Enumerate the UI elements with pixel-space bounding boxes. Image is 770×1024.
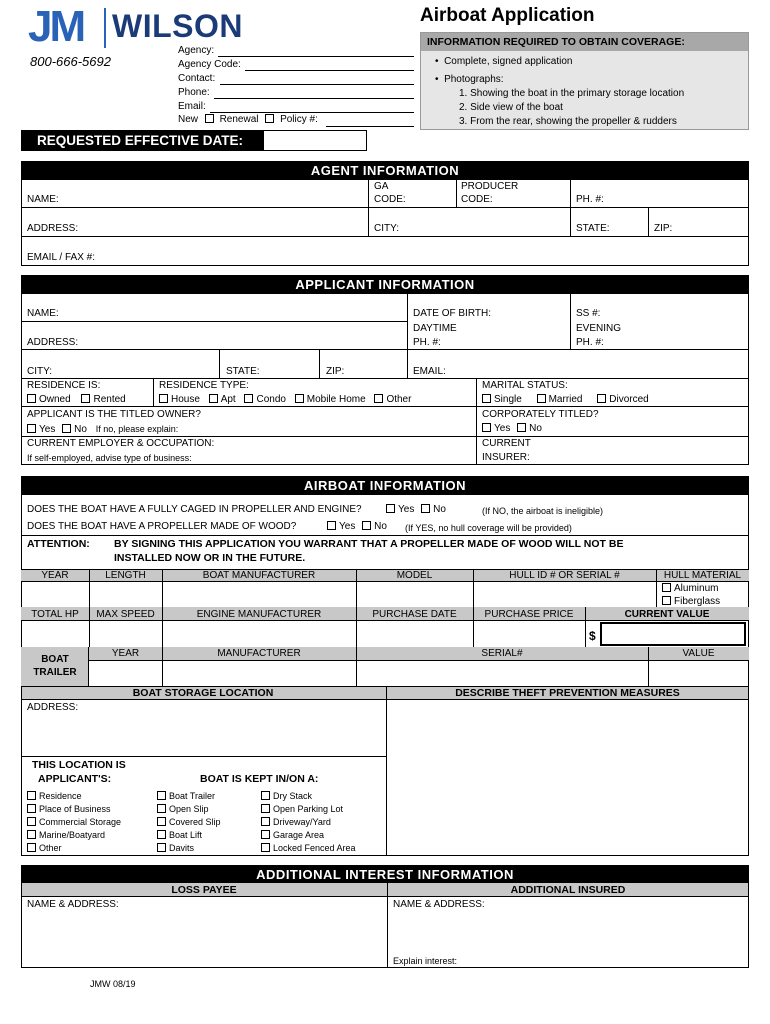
logo-jm: JM [28, 2, 84, 51]
agent-producer-label: PRODUCER [461, 181, 519, 192]
kept-fenced-checkbox[interactable] [261, 843, 270, 852]
house-checkbox[interactable] [159, 394, 168, 403]
req-bullet-1-text: Complete, signed application [444, 56, 573, 67]
aluminum-checkbox[interactable] [662, 583, 671, 592]
contact-input[interactable] [220, 84, 414, 85]
new-checkbox[interactable] [205, 114, 214, 123]
loc-other-checkbox[interactable] [27, 843, 36, 852]
hull-fiberglass-option [662, 596, 720, 608]
renewal-checkbox[interactable] [265, 114, 274, 123]
corp-titled-yes-label: Yes [494, 423, 511, 434]
loss-payee-name-address-label: NAME & ADDRESS: [27, 899, 119, 910]
caged-yes-label: Yes [398, 504, 415, 515]
loc-commercial-label: Commercial Storage [39, 817, 122, 827]
other-residence-checkbox[interactable] [374, 394, 383, 403]
kept-trailer-checkbox[interactable] [157, 791, 166, 800]
kept-boat-lift-checkbox[interactable] [157, 830, 166, 839]
current-value-dollar: $ [589, 629, 596, 643]
attention-label: ATTENTION: [27, 538, 90, 550]
attention-text-2: INSTALLED NOW OR IN THE FUTURE. [114, 552, 306, 564]
kept-boat-lift-label: Boat Lift [169, 830, 203, 840]
trailer-col-serial: SERIAL# [481, 648, 523, 659]
owned-checkbox[interactable] [27, 394, 36, 403]
kept-fenced-option [261, 842, 356, 854]
wood-yes-checkbox[interactable] [327, 521, 336, 530]
col-model: MODEL [396, 570, 433, 581]
req-photo-2: 2. Side view of the boat [459, 102, 563, 113]
applicant-dob-label: DATE OF BIRTH: [413, 308, 491, 319]
agency-input[interactable] [218, 56, 414, 57]
caged-question: DOES THE BOAT HAVE A FULLY CAGED IN PROPELLER AND ENGINE? [27, 504, 362, 515]
fiberglass-label: Fiberglass [674, 596, 721, 607]
loc-marine-label: Marine/Boatyard [39, 830, 106, 840]
wood-yes-label: Yes [339, 521, 356, 532]
policy-input[interactable] [326, 126, 414, 127]
loss-payee-heading: LOSS PAYEE [171, 884, 237, 896]
fiberglass-checkbox[interactable] [662, 596, 671, 605]
kept-covered-slip-option [157, 816, 221, 828]
applicant-info-heading: APPLICANT INFORMATION [21, 275, 749, 294]
kept-driveway-label: Driveway/Yard [273, 817, 331, 827]
kept-trailer-label: Boat Trailer [169, 791, 216, 801]
agency-label: Agency: [178, 45, 215, 56]
kept-open-slip-option [157, 803, 209, 815]
agent-producer-code-label: CODE: [461, 194, 493, 205]
corp-titled-options [482, 423, 542, 435]
other-residence-label: Other [386, 394, 412, 405]
col-total-hp: TOTAL HP [31, 609, 79, 620]
applicant-zip-label: ZIP: [326, 366, 345, 377]
apt-label: Apt [220, 394, 236, 405]
employer-label: CURRENT EMPLOYER & OCCUPATION: [27, 438, 215, 449]
caged-no-checkbox[interactable] [421, 504, 430, 513]
current-insurer-label-1: CURRENT [482, 438, 531, 449]
loc-business-checkbox[interactable] [27, 804, 36, 813]
marital-status-options [482, 394, 649, 406]
kept-dry-stack-option [261, 790, 312, 802]
loc-other-option [27, 842, 62, 854]
location-is-label-1: THIS LOCATION IS [32, 759, 126, 771]
req-bullet-2: • Photographs: [435, 74, 504, 85]
wood-options [327, 521, 387, 533]
wood-no-label: No [374, 521, 387, 532]
caged-yes-checkbox[interactable] [386, 504, 395, 513]
wood-note: (If YES, no hull coverage will be provided) [405, 523, 572, 533]
phone-input[interactable] [214, 98, 414, 99]
applicant-state-label: STATE: [226, 366, 260, 377]
loc-other-label: Other [39, 843, 62, 853]
house-label: House [171, 394, 200, 405]
kept-driveway-checkbox[interactable] [261, 817, 270, 826]
req-photo-1: 1. Showing the boat in the primary storage location [459, 88, 685, 99]
residence-type-options [159, 394, 411, 406]
married-checkbox[interactable] [537, 394, 546, 403]
titled-owner-no-checkbox[interactable] [62, 424, 71, 433]
theft-prevention-heading: DESCRIBE THEFT PREVENTION MEASURES [455, 687, 680, 699]
new-renewal-row [178, 114, 318, 126]
logo-wilson: WILSON [112, 8, 243, 44]
wood-no-checkbox[interactable] [362, 521, 371, 530]
caged-options [386, 504, 446, 516]
married-label: Married [548, 394, 583, 405]
kept-open-slip-label: Open Slip [169, 804, 209, 814]
kept-davits-checkbox[interactable] [157, 843, 166, 852]
theft-prevention-input[interactable] [387, 700, 748, 855]
company-phone: 800-666-5692 [30, 54, 111, 69]
agency-code-label: Agency Code: [178, 59, 241, 70]
loc-commercial-option [27, 816, 121, 828]
applicant-ss-label: SS #: [576, 308, 601, 319]
effective-date-input[interactable] [263, 130, 367, 151]
col-purchase-date: PURCHASE DATE [372, 609, 457, 620]
explain-interest-label: Explain interest: [393, 956, 458, 966]
req-photo-3: 3. From the rear, showing the propeller & rudders [459, 116, 677, 127]
agent-zip-label: ZIP: [654, 223, 673, 234]
col-engine-manufacturer: ENGINE MANUFACTURER [196, 609, 322, 620]
additional-interest-heading: ADDITIONAL INTEREST INFORMATION [21, 865, 749, 884]
residence-is-label: RESIDENCE IS: [27, 380, 101, 391]
form-code: JMW 08/19 [90, 979, 136, 989]
kept-dry-stack-checkbox[interactable] [261, 791, 270, 800]
aluminum-label: Aluminum [674, 583, 719, 594]
additional-insured-heading: ADDITIONAL INSURED [510, 884, 626, 896]
agent-info-heading: AGENT INFORMATION [21, 161, 749, 180]
kept-garage-option [261, 829, 324, 841]
applicant-daytime-label: DAYTIME [413, 323, 457, 334]
titled-owner-yes-label: Yes [39, 424, 56, 435]
req-bullet-1: • Complete, signed application [435, 56, 573, 67]
applicant-email-label: EMAIL: [413, 366, 446, 377]
additional-insured-name-address-label: NAME & ADDRESS: [393, 899, 485, 910]
kept-covered-slip-checkbox[interactable] [157, 817, 166, 826]
loc-marine-checkbox[interactable] [27, 830, 36, 839]
condo-checkbox[interactable] [244, 394, 253, 403]
hull-aluminum-option [662, 583, 718, 595]
new-label: New [178, 114, 199, 125]
applicant-city-label: CITY: [27, 366, 53, 377]
kept-fenced-label: Locked Fenced Area [273, 843, 356, 853]
renewal-label: Renewal [219, 114, 259, 125]
storage-address-label: ADDRESS: [27, 702, 79, 713]
single-checkbox[interactable] [482, 394, 491, 403]
kept-driveway-option [261, 816, 331, 828]
requirements-heading: INFORMATION REQUIRED TO OBTAIN COVERAGE: [421, 33, 748, 51]
logo-divider [104, 8, 106, 48]
loc-business-label: Place of Business [39, 804, 111, 814]
kept-trailer-option [157, 790, 215, 802]
applicant-evening-label: EVENING [576, 323, 622, 334]
effective-date-label: REQUESTED EFFECTIVE DATE: [21, 130, 263, 151]
agent-state-label: STATE: [576, 223, 610, 234]
kept-garage-label: Garage Area [273, 830, 325, 840]
kept-boat-lift-option [157, 829, 202, 841]
current-value-input[interactable] [600, 622, 746, 646]
trailer-col-value: VALUE [682, 648, 715, 659]
contact-label: Contact: [178, 73, 216, 84]
loc-residence-label: Residence [39, 791, 82, 801]
single-label: Single [494, 394, 522, 405]
titled-owner-options [27, 423, 178, 436]
location-is-label-2: APPLICANT'S: [38, 773, 112, 785]
boat-trailer-label-1: BOAT [41, 654, 69, 665]
agent-phone-label: PH. #: [576, 194, 604, 205]
titled-owner-no-label: No [74, 424, 87, 435]
kept-parking-lot-checkbox[interactable] [261, 804, 270, 813]
airboat-info-heading: AIRBOAT INFORMATION [21, 476, 749, 495]
corp-titled-no-checkbox[interactable] [517, 423, 526, 432]
loc-residence-option [27, 790, 82, 802]
if-no-explain-label: If no, please explain: [95, 424, 179, 434]
applicant-daytime-ph-label: PH. #: [413, 337, 441, 348]
self-employed-label: If self-employed, advise type of business: [27, 453, 192, 463]
marital-status-label: MARITAL STATUS: [482, 380, 568, 391]
agent-email-fax-label: EMAIL / FAX #: [27, 252, 95, 263]
residence-type-label: RESIDENCE TYPE: [159, 380, 249, 391]
agent-city-label: CITY: [374, 223, 400, 234]
mobile-home-label: Mobile Home [306, 394, 366, 405]
wood-question: DOES THE BOAT HAVE A PROPELLER MADE OF WOOD? [27, 521, 297, 532]
loc-marine-option [27, 829, 105, 841]
kept-in-label: BOAT IS KEPT IN/ON A: [200, 773, 319, 785]
condo-label: Condo [256, 394, 286, 405]
email-label: Email: [178, 101, 206, 112]
loc-residence-checkbox[interactable] [27, 791, 36, 800]
corp-titled-no-label: No [529, 423, 542, 434]
phone-label: Phone: [178, 87, 210, 98]
mobile-home-checkbox[interactable] [295, 394, 304, 403]
col-purchase-price: PURCHASE PRICE [484, 609, 574, 620]
titled-owner-label: APPLICANT IS THE TITLED OWNER? [27, 409, 201, 420]
req-bullet-2-text: Photographs: [444, 74, 504, 85]
attention-text-1: BY SIGNING THIS APPLICATION YOU WARRANT THAT A PROPELLER MADE OF WOOD WILL NOT BE [114, 538, 624, 550]
current-insurer-label-2: INSURER: [482, 452, 530, 463]
divorced-checkbox[interactable] [597, 394, 606, 403]
apt-checkbox[interactable] [209, 394, 218, 403]
col-current-value: CURRENT VALUE [624, 609, 710, 620]
trailer-col-manufacturer: MANUFACTURER [217, 648, 301, 659]
agency-code-input[interactable] [245, 70, 414, 71]
col-year: YEAR [41, 570, 69, 581]
kept-davits-option [157, 842, 194, 854]
applicant-address-label: ADDRESS: [27, 337, 79, 348]
storage-heading: BOAT STORAGE LOCATION [132, 687, 274, 699]
kept-parking-lot-label: Open Parking Lot [273, 804, 344, 814]
corp-titled-yes-checkbox[interactable] [482, 423, 491, 432]
agent-name-label: NAME: [27, 194, 59, 205]
col-hull-material: HULL MATERIAL [663, 570, 742, 581]
boat-trailer-label-cell [21, 647, 89, 688]
email-input[interactable] [210, 112, 414, 113]
agent-address-label: ADDRESS: [27, 223, 79, 234]
kept-open-slip-checkbox[interactable] [157, 804, 166, 813]
applicant-name-label: NAME: [27, 308, 59, 319]
kept-davits-label: Davits [169, 843, 195, 853]
page-title: Airboat Application [420, 5, 595, 26]
titled-owner-yes-checkbox[interactable] [27, 424, 36, 433]
residence-is-options [27, 394, 126, 406]
agent-ga-code-label: CODE: [374, 194, 406, 205]
trailer-col-year: YEAR [111, 648, 140, 659]
col-hull-id: HULL ID # OR SERIAL # [509, 570, 620, 581]
kept-garage-checkbox[interactable] [261, 830, 270, 839]
additional-interest-section [21, 896, 749, 968]
col-max-speed: MAX SPEED [96, 609, 155, 620]
corp-titled-label: CORPORATELY TITLED? [482, 409, 599, 420]
rented-label: Rented [93, 394, 126, 405]
caged-note: (If NO, the airboat is ineligible) [482, 506, 604, 516]
col-length: LENGTH [105, 570, 146, 581]
agent-ga-label: GA [374, 181, 389, 192]
kept-dry-stack-label: Dry Stack [273, 791, 313, 801]
loc-commercial-checkbox[interactable] [27, 817, 36, 826]
kept-covered-slip-label: Covered Slip [169, 817, 221, 827]
applicant-evening-ph-label: PH. #: [576, 337, 604, 348]
owned-label: Owned [39, 394, 71, 405]
boat-trailer-label-2: TRAILER [33, 667, 77, 678]
loc-business-option [27, 803, 111, 815]
caged-no-label: No [433, 504, 446, 515]
policy-label: Policy #: [280, 114, 318, 125]
rented-checkbox[interactable] [81, 394, 90, 403]
divorced-label: Divorced [609, 394, 649, 405]
col-boat-manufacturer: BOAT MANUFACTURER [202, 570, 316, 581]
kept-parking-lot-option [261, 803, 343, 815]
requirements-panel [420, 32, 749, 130]
